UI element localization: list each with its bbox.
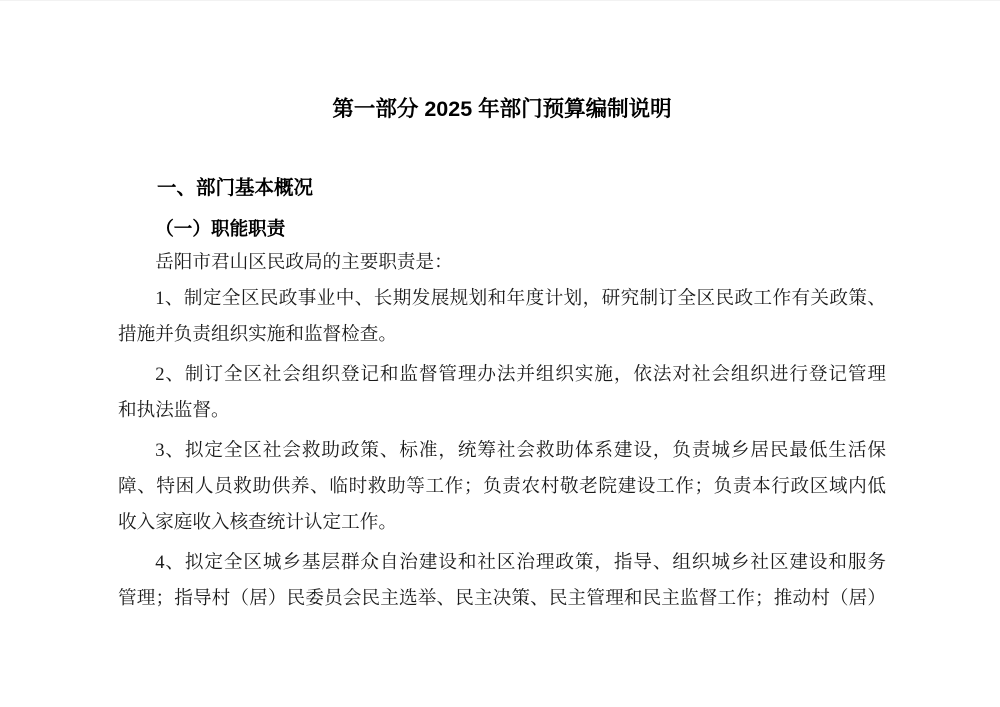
- body-paragraph-4: [118, 545, 886, 617]
- document-content: [118, 93, 886, 617]
- body-paragraph-3: [118, 433, 886, 541]
- paragraph-line: 1、制定全区民政事业中、长期发展规划和年度计划，研究制订全区民政工作有关政策、: [155, 288, 886, 309]
- paragraph-line: 管理；指导村（居）民委员会民主选举、民主决策、民主管理和民主监督工作；推动村（居）: [118, 588, 886, 609]
- paragraph-line: 4、拟定全区城乡基层群众自治建设和社区治理政策，指导、组织城乡社区建设和服务: [155, 552, 886, 573]
- paragraph-line: 3、拟定全区社会救助政策、标准，统筹社会救助体系建设，负责城乡居民最低生活保: [155, 440, 886, 461]
- paragraph-line: 和执法监督。: [118, 400, 230, 421]
- intro-line: 岳阳市君山区民政局的主要职责是：: [155, 252, 453, 273]
- subsection-heading: （一）职能职责: [155, 219, 286, 240]
- paragraph-line: 收入家庭收入核查统计认定工作。: [118, 512, 397, 533]
- paragraph-line: 措施并负责组织实施和监督检查。: [118, 324, 397, 345]
- paragraph-line: 2、制订全区社会组织登记和监督管理办法并组织实施，依法对社会组织进行登记管理: [155, 364, 886, 385]
- document-body: [118, 245, 886, 617]
- document-title: 第一部分 2025 年部门预算编制说明: [332, 97, 672, 121]
- paragraph-line: 障、特困人员救助供养、临时救助等工作；负责农村敬老院建设工作；负责本行政区域内低: [118, 476, 886, 497]
- section-heading: 一、部门基本概况: [157, 177, 314, 199]
- body-paragraph-1: [118, 281, 886, 353]
- body-paragraph-2: [118, 357, 886, 429]
